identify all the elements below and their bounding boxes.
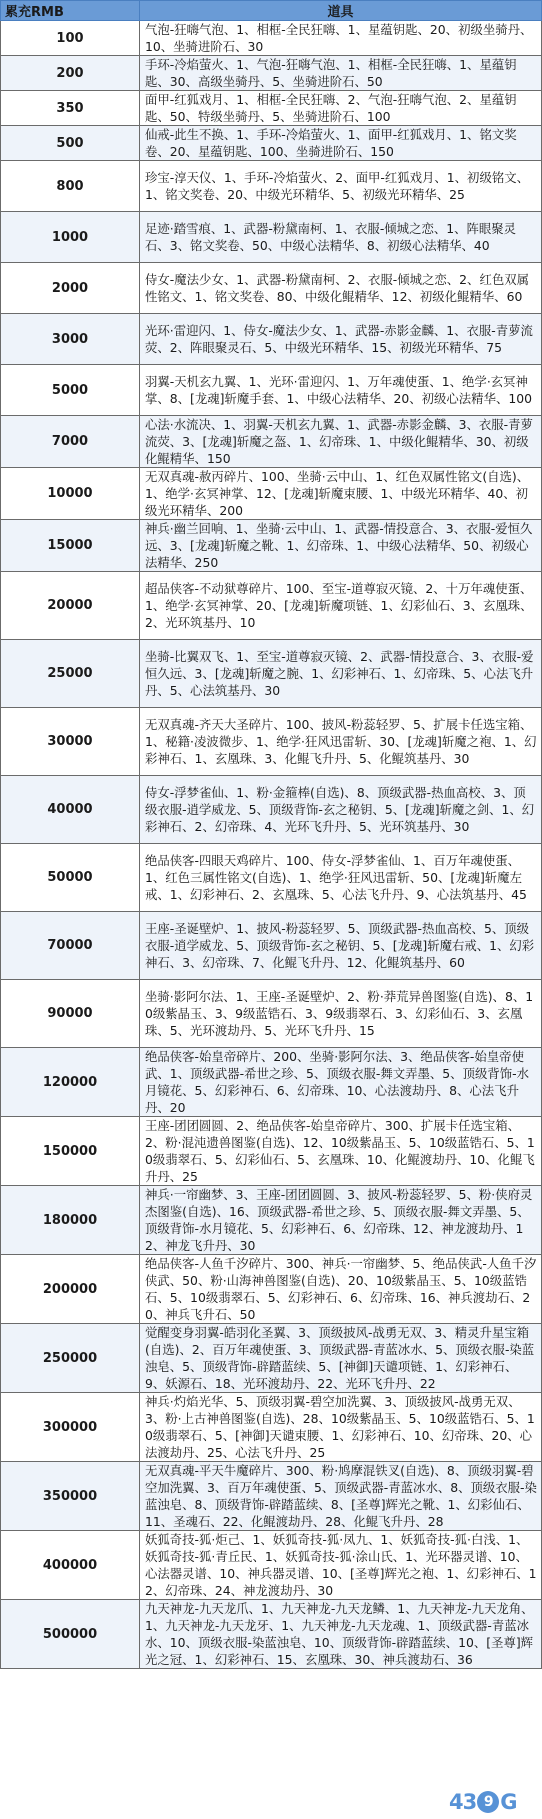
items-cell: 心法·水流决、1、羽翼-天机玄九翼、1、武器-赤影金麟、3、衣服-青萝流荧、3、[龙魂]斩魔之盔、1、幻帝珠、1、中级化鲲精华、30、初级化鲲精华、150 xyxy=(140,416,542,468)
table-row xyxy=(1,1393,542,1462)
table-row xyxy=(1,1117,542,1186)
amount-cell: 40000 xyxy=(1,776,140,844)
table-row xyxy=(1,1531,542,1600)
amount-cell: 10000 xyxy=(1,468,140,520)
amount-cell: 3000 xyxy=(1,314,140,365)
amount-cell: 30000 xyxy=(1,708,140,776)
table-row xyxy=(1,161,542,212)
amount-cell: 500 xyxy=(1,126,140,161)
table-row xyxy=(1,314,542,365)
amount-cell: 20000 xyxy=(1,572,140,640)
table-row xyxy=(1,365,542,416)
items-cell: 绝品侠客-始皇帝碎片、200、坐骑·影阿尔法、3、绝品侠客-始皇帝使武、1、顶级武器-希世之珍、5、顶级衣服-舞文弄墨、5、顶级背饰-水月镜花、5、幻彩神石、6、幻帝珠、10、心法渡劫丹、8、心法飞升丹、20 xyxy=(140,1048,542,1117)
amount-cell: 400000 xyxy=(1,1531,140,1600)
items-cell: 仙戒-此生不换、1、手环-冷焰萤火、1、面甲-红狐戏月、1、铭文奖卷、20、星蕴钥匙、100、坐骑进阶石、150 xyxy=(140,126,542,161)
items-cell: 足迹·踏雪痕、1、武器-粉黛南柯、1、衣服-倾城之恋、1、阵眼聚灵石、3、铭文奖卷、50、中级心法精华、8、初级心法精华、40 xyxy=(140,212,542,263)
items-cell: 绝品侠客-四眼天鸡碎片、100、侍女-浮梦雀仙、1、百万年魂使蛋、1、红色三属性铭文(自选)、1、绝学·狂风迅雷斩、50、[龙魂]斩魔左戒、1、幻彩神石、2、玄凰珠、5、心法飞升丹、9、心法筑基丹、45 xyxy=(140,844,542,912)
table-row xyxy=(1,1186,542,1255)
table-row xyxy=(1,708,542,776)
site-logo-watermark xyxy=(449,1789,535,1815)
amount-cell: 350000 xyxy=(1,1462,140,1531)
amount-cell: 250000 xyxy=(1,1324,140,1393)
table-row xyxy=(1,980,542,1048)
table-row xyxy=(1,776,542,844)
table-row xyxy=(1,844,542,912)
amount-cell: 350 xyxy=(1,91,140,126)
amount-cell: 25000 xyxy=(1,640,140,708)
logo-text: 43 xyxy=(449,1790,477,1814)
table-row xyxy=(1,1600,542,1669)
table-row xyxy=(1,21,542,56)
items-cell: 无双真魂-平天牛魔碎片、300、粉·鸠摩混铁叉(自选)、8、顶级羽翼-碧空加洗翼、3、百万年魂使蛋、5、顶级武器-青蓝冰水、8、顶级衣服-染蓝浊皂、8、顶级背饰-辟踏蓝续、8、[圣尊]辉光之靴、1、幻彩仙石、11、圣魂石、22、化鲲渡劫丹、28、化鲲飞升丹、28 xyxy=(140,1462,542,1531)
items-cell: 无双真魂-齐天大圣碎片、100、披风-粉蕊轻罗、5、扩展卡任选宝箱、1、秘籍·凌波微步、1、绝学·狂风迅雷斩、30、[龙魂]斩魔之袍、1、幻彩神石、1、玄凰珠、3、化鲲飞升丹、5、化鲲筑基丹、30 xyxy=(140,708,542,776)
amount-cell: 70000 xyxy=(1,912,140,980)
items-cell: 王座-团团圆圆、2、绝品侠客-始皇帝碎片、300、扩展卡任选宝箱、2、粉·混沌遗兽图鉴(自选)、12、10级紫晶玉、5、10级蓝锆石、5、10级翡翠石、5、幻彩仙石、5、玄凰珠、10、化鲲渡劫丹、10、化鲲飞升丹、25 xyxy=(140,1117,542,1186)
items-cell: 光环·雷迎闪、1、侍女-魔法少女、1、武器-赤影金麟、1、衣服-青萝流荧、2、阵眼聚灵石、5、中级光环精华、15、初级光环精华、75 xyxy=(140,314,542,365)
table-row xyxy=(1,56,542,91)
table-row xyxy=(1,212,542,263)
table-row xyxy=(1,468,542,520)
amount-cell: 7000 xyxy=(1,416,140,468)
header-items: 道具 xyxy=(140,1,542,21)
items-cell: 王座-圣诞壁炉、1、披风-粉蕊轻罗、5、顶级武器-热血高校、5、顶级衣服-逍学威龙、5、顶级背饰-玄之秘钥、5、[龙魂]斩魔右戒、1、幻彩神石、3、幻帝珠、7、化鲲飞升丹、12、化鲲筑基丹、60 xyxy=(140,912,542,980)
items-cell: 手环-冷焰萤火、1、气泡-狂嗨气泡、1、相框-全民狂嗨、1、星蕴钥匙、30、高级坐骑丹、5、坐骑进阶石、50 xyxy=(140,56,542,91)
table-row xyxy=(1,1324,542,1393)
amount-cell: 180000 xyxy=(1,1186,140,1255)
table-row xyxy=(1,912,542,980)
table-row xyxy=(1,1462,542,1531)
amount-cell: 2000 xyxy=(1,263,140,314)
items-cell: 九天神龙-九天龙爪、1、九天神龙-九天龙鳞、1、九天神龙-九天龙角、1、九天神龙-九天龙牙、1、九天神龙-九天龙魂、1、顶级武器-青蓝冰水、10、顶级衣服-染蓝浊皂、10、顶级背饰-辟踏蓝续、10、[圣尊]辉光之冠、1、幻彩神石、15、玄凰珠、30、神兵渡劫石、36 xyxy=(140,1600,542,1669)
amount-cell: 5000 xyxy=(1,365,140,416)
amount-cell: 300000 xyxy=(1,1393,140,1462)
amount-cell: 500000 xyxy=(1,1600,140,1669)
amount-cell: 90000 xyxy=(1,980,140,1048)
table-body xyxy=(1,21,542,1669)
items-cell: 侍女-浮梦雀仙、1、粉·金箍棒(自选)、8、顶级武器-热血高校、3、顶级衣服-逍学威龙、5、顶级背饰-玄之秘钥、5、[龙魂]斩魔之剑、1、幻彩神石、2、幻帝珠、4、光环飞升丹、5、光环筑基丹、30 xyxy=(140,776,542,844)
table-row xyxy=(1,572,542,640)
items-cell: 面甲-红狐戏月、1、相框-全民狂嗨、2、气泡-狂嗨气泡、2、星蕴钥匙、50、特级坐骑丹、5、坐骑进阶石、100 xyxy=(140,91,542,126)
table-row xyxy=(1,1048,542,1117)
table-row xyxy=(1,126,542,161)
amount-cell: 800 xyxy=(1,161,140,212)
amount-cell: 50000 xyxy=(1,844,140,912)
items-cell: 坐骑-比翼双飞、1、至宝-道尊寂灭镜、2、武器-情投意合、3、衣服-爱恒久远、3、[龙魂]斩魔之腕、1、幻彩神石、1、幻帝珠、5、心法飞升丹、5、心法筑基丹、30 xyxy=(140,640,542,708)
logo-circle: 9 xyxy=(477,1791,499,1813)
items-cell: 侍女-魔法少女、1、武器-粉黛南柯、2、衣服-倾城之恋、2、红色双属性铭文、1、铭文奖卷、80、中级化鲲精华、12、初级化鲲精华、60 xyxy=(140,263,542,314)
items-cell: 觉醒变身羽翼-皓羽化圣翼、3、顶级披风-战勇无双、3、精灵升星宝箱(自选)、2、百万年魂使蛋、3、顶级武器-青蓝冰水、5、顶级衣服-染蓝浊皂、5、顶级背饰-辟踏蓝续、5、[神御]天谴项链、1、幻彩神石、9、妖源石、18、光环渡劫丹、22、光环飞升丹、22 xyxy=(140,1324,542,1393)
items-cell: 神兵·幽兰回响、1、坐骑·云中山、1、武器-情投意合、3、衣服-爱恒久远、3、[龙魂]斩魔之靴、1、幻帝珠、1、中级心法精华、50、初级心法精华、250 xyxy=(140,520,542,572)
amount-cell: 150000 xyxy=(1,1117,140,1186)
items-cell: 超品侠客-不动狱尊碎片、100、至宝-道尊寂灭镜、2、十万年魂使蛋、1、绝学·玄冥神掌、20、[龙魂]斩魔项链、1、幻彩仙石、3、玄凰珠、2、光环筑基丹、10 xyxy=(140,572,542,640)
items-cell: 气泡-狂嗨气泡、1、相框-全民狂嗨、1、星蕴钥匙、20、初级坐骑丹、10、坐骑进阶石、30 xyxy=(140,21,542,56)
items-cell: 羽翼-天机玄九翼、1、光环·雷迎闪、1、万年魂使蛋、1、绝学·玄冥神掌、8、[龙魂]斩魔手套、1、中级心法精华、20、初级心法精华、100 xyxy=(140,365,542,416)
amount-cell: 1000 xyxy=(1,212,140,263)
table-row xyxy=(1,1255,542,1324)
amount-cell: 200 xyxy=(1,56,140,91)
items-cell: 妖狐奇技-狐·炬己、1、妖狐奇技-狐·凤九、1、妖狐奇技-狐·白浅、1、妖狐奇技-狐·青丘民、1、妖狐奇技-狐·涂山氏、1、光环器灵谱、10、心法器灵谱、10、神兵器灵谱、10、[圣尊]辉光之袍、1、幻彩神石、12、幻帝珠、24、神龙渡劫丹、30 xyxy=(140,1531,542,1600)
items-cell: 神兵·一帘幽梦、3、王座-团团圆圆、3、披风-粉蕊轻罗、5、粉·侠府灵杰图鉴(自选)、16、顶级武器-希世之珍、5、顶级衣服-舞文弄墨、5、顶级背饰-水月镜花、5、幻彩神石、6、幻帝珠、12、神龙渡劫丹、12、神龙飞升丹、30 xyxy=(140,1186,542,1255)
table-row xyxy=(1,640,542,708)
table-row xyxy=(1,91,542,126)
amount-cell: 100 xyxy=(1,21,140,56)
table-row xyxy=(1,263,542,314)
amount-cell: 120000 xyxy=(1,1048,140,1117)
items-cell: 珍宝-淳天仪、1、手环-冷焰萤火、2、面甲-红狐戏月、1、初级铭文、1、铭文奖卷、20、中级光环精华、5、初级光环精华、25 xyxy=(140,161,542,212)
items-cell: 绝品侠客-人鱼千汐碎片、300、神兵·一帘幽梦、5、绝品侠武-人鱼千汐侠武、50、粉·山海神兽图鉴(自选)、20、10级紫晶玉、5、10级蓝锆石、5、10级翡翠石、5、幻彩神石、6、幻帝珠、16、神兵渡劫石、20、神兵飞升石、50 xyxy=(140,1255,542,1324)
table-header-row xyxy=(1,1,542,21)
items-cell: 神兵·灼焰光华、5、顶级羽翼-碧空加洗翼、3、顶级披风-战勇无双、3、粉·上古神兽图鉴(自选)、28、10级紫晶玉、5、10级蓝锆石、5、10级翡翠石、5、[神御]天谴束腰、1、幻彩神石、10、幻帝珠、20、心法渡劫丹、25、心法飞升丹、25 xyxy=(140,1393,542,1462)
items-cell: 坐骑·影阿尔法、1、王座-圣诞壁炉、2、粉·莽荒异兽图鉴(自选)、8、10级紫晶玉、3、9级蓝锆石、3、9级翡翠石、3、幻彩仙石、3、玄凰珠、5、光环渡劫丹、5、光环飞升丹、15 xyxy=(140,980,542,1048)
logo-tail: G xyxy=(500,1790,517,1814)
amount-cell: 15000 xyxy=(1,520,140,572)
table-row xyxy=(1,416,542,468)
amount-cell: 200000 xyxy=(1,1255,140,1324)
table-row xyxy=(1,520,542,572)
items-cell: 无双真魂-赦丙碎片、100、坐骑·云中山、1、红色双属性铭文(自选)、1、绝学·玄冥神掌、12、[龙魂]斩魔束腰、1、中级光环精华、40、初级光环精华、200 xyxy=(140,468,542,520)
header-amount: 累充RMB xyxy=(1,1,140,21)
